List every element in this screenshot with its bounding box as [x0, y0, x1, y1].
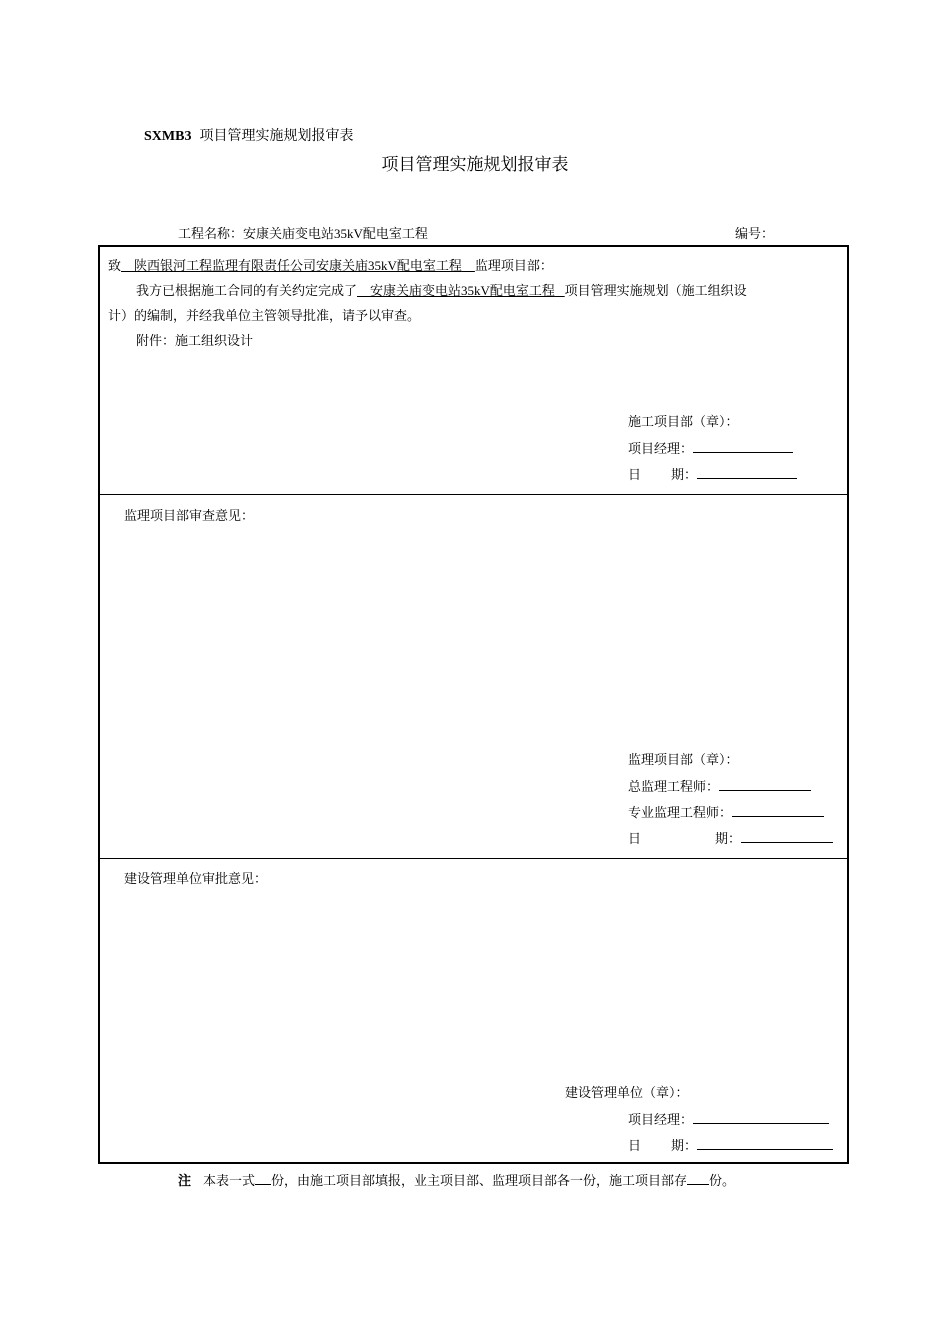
footnote: 注 本表一式 份，由施工项目部填报，业主项目部、监理项目部各一份，施工项目部存 份。	[178, 1173, 736, 1188]
copies-blank[interactable]	[255, 1172, 271, 1185]
date-blank[interactable]	[697, 1137, 833, 1150]
construction-dept-seal: 施工项目部（章）：	[628, 414, 739, 429]
statement-line-1: 我方已根据施工合同的有关约定完成了 安康关庙变电站35kV配电室工程 项目管理实施规划（施工组织设	[136, 283, 747, 298]
owner-date-sign: 日 期：	[628, 1137, 833, 1154]
addressee-suffix: 监理项目部：	[474, 258, 553, 273]
form-code-title: 项目管理实施规划报审表	[199, 129, 354, 144]
project-name-label: 工程名称：	[178, 226, 244, 241]
section-divider-2	[98, 858, 849, 859]
owner-approval-heading: 建设管理单位审批意见：	[124, 871, 268, 886]
serial-number-label: 编号：	[735, 226, 775, 241]
construction-date-sign: 日 期：	[628, 466, 797, 483]
supervision-opinion-heading: 监理项目部审查意见：	[124, 508, 255, 523]
attachment-line: 附件：施工组织设计	[136, 333, 254, 348]
form-code-line	[144, 129, 353, 145]
retained-copies-blank[interactable]	[687, 1172, 709, 1185]
specialist-signature-blank[interactable]	[732, 804, 824, 817]
supervision-dept-seal: 监理项目部（章）：	[628, 752, 739, 767]
project-name-line	[178, 226, 428, 242]
addressee-company: 陕西银河工程监理有限责任公司安康关庙35kV配电室工程	[134, 258, 462, 273]
specialist-engineer-sign: 专业监理工程师：	[628, 804, 824, 821]
construction-manager-sign: 项目经理：	[628, 440, 793, 457]
owner-manager-sign: 项目经理：	[628, 1111, 829, 1128]
form-code: SXMB3	[144, 129, 192, 144]
date-blank[interactable]	[741, 830, 833, 843]
date-blank[interactable]	[697, 466, 797, 479]
owner-unit-seal: 建设管理单位（章）：	[565, 1085, 689, 1100]
statement-project: 安康关庙变电站35kV配电室工程	[370, 283, 555, 298]
manager-signature-blank[interactable]	[693, 1111, 829, 1124]
addressee-line	[108, 258, 553, 274]
project-name-value: 安康关庙变电站35kV配电室工程	[243, 226, 428, 241]
chief-signature-blank[interactable]	[719, 778, 811, 791]
review-form-table	[98, 245, 849, 1164]
addressee-prefix: 致	[108, 258, 122, 273]
footnote-label: 注	[178, 1173, 192, 1188]
supervision-date-sign: 日 期：	[628, 830, 833, 847]
chief-engineer-sign: 总监理工程师：	[628, 778, 811, 795]
section-divider-1	[98, 494, 849, 495]
statement-line-2: 计）的编制，并经我单位主管领导批准，请予以审查。	[108, 308, 421, 323]
page-title: 项目管理实施规划报审表	[381, 155, 569, 174]
manager-signature-blank[interactable]	[693, 440, 793, 453]
